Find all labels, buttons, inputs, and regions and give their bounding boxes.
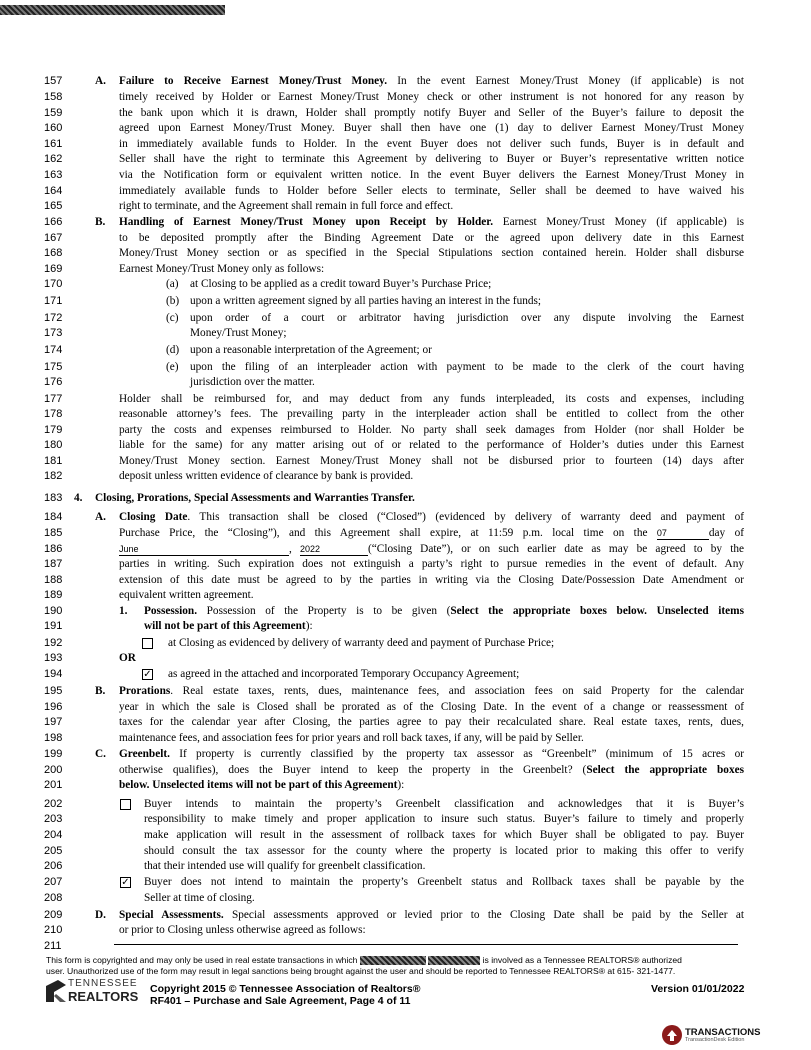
line-number: 165 (44, 200, 63, 212)
line-text (190, 360, 744, 374)
line-text (119, 908, 744, 922)
line-number: 164 (44, 185, 63, 197)
bold-text: Closing Date (119, 511, 188, 523)
line-text (190, 375, 744, 389)
line-number: 187 (44, 558, 63, 570)
text: Money/Trust Money section. Earnest Money/Trust Money shall not be disbursed prior to fourteen (14) days after (119, 455, 744, 467)
line-text (144, 844, 744, 858)
line-text (119, 542, 744, 556)
text: Buyer intends to maintain the property’s Greenbelt classification and acknowledges that it is Buyer’s (144, 798, 744, 810)
text: party the costs and expenses reimbursed to Holder. No party shall seek damages from Holder (nor shall Holder be (119, 424, 744, 436)
text: make application will result in the assessment of rollback taxes for which Buyer shall be obligated to pay. Buyer (144, 829, 744, 841)
text: ): (397, 779, 405, 791)
text: right to terminate, and the Agreement shall remain in full force and effect. (119, 200, 454, 212)
line-text (119, 573, 744, 587)
line-number: 188 (44, 574, 63, 586)
line-number: 206 (44, 860, 63, 872)
line-text (95, 491, 744, 505)
line-text (119, 923, 744, 937)
line-text (190, 311, 744, 325)
line-number: 198 (44, 732, 63, 744)
text: Purchase Price, the “Closing”), and this Agreement shall expire, at 11:59 p.m. local time on the (119, 527, 657, 539)
clause-letter: B. (95, 216, 106, 228)
line-text (119, 557, 744, 571)
transactiondesk-text: TransactionDesk Edition (685, 1037, 745, 1043)
list-marker: (b) (166, 295, 180, 307)
line-text (119, 588, 744, 602)
line-number: 191 (44, 620, 63, 632)
text: as agreed in the attached and incorporated Temporary Occupancy Agreement; (168, 668, 520, 680)
text: Money/Trust Money section or as specified in the Special Stipulations section contained herein. Holder shall disburse (119, 247, 744, 259)
line-number: 209 (44, 909, 63, 921)
text: extension of this date must be agreed to by the parties in writing via the Closing Date/Possession Date Amendment or (119, 574, 744, 586)
line-number: 158 (44, 91, 63, 103)
line-number: 166 (44, 216, 63, 228)
line-text (119, 392, 744, 406)
line-text (144, 859, 744, 873)
line-number: 159 (44, 107, 63, 119)
line-number: 182 (44, 470, 63, 482)
line-number: 193 (44, 652, 63, 664)
text: to be deposited promptly after the Binding Agreement Date or the agreed upon delivery date in this Earnest (119, 232, 744, 244)
line-number: 197 (44, 716, 63, 728)
bold-text: Select the appropriate boxes below. Unselected items (450, 605, 744, 617)
line-number: 171 (44, 295, 63, 307)
line-text (119, 763, 744, 777)
line-text (190, 343, 744, 357)
line-text (119, 199, 744, 213)
logo-realtors-text: REALTORS (68, 989, 139, 1004)
clause-letter: B. (95, 685, 106, 697)
line-number: 181 (44, 455, 63, 467)
text: that their intended use will qualify for greenbelt classification. (144, 860, 426, 872)
text: ): (305, 620, 313, 632)
text: Money/Trust Money; (190, 327, 287, 339)
line-text (119, 454, 744, 468)
line-text (119, 90, 744, 104)
footer-rule (114, 944, 738, 945)
line-text (119, 684, 744, 698)
copyright: Copyright 2015 © Tennessee Association of Realtors® (150, 983, 421, 995)
text: should consult the tax assessor for the county where the property is located prior to making this offer to verify (144, 845, 744, 857)
bold-text: Possession. (144, 605, 198, 617)
text: equivalent written agreement. (119, 589, 254, 601)
list-marker: (a) (166, 278, 179, 290)
transactions-arrow-icon (662, 1025, 682, 1045)
line-number: 201 (44, 779, 63, 791)
line-number: 189 (44, 589, 63, 601)
line-number: 163 (44, 169, 63, 181)
line-text (144, 797, 744, 811)
line-number: 207 (44, 876, 63, 888)
fill-in-field[interactable]: 07 (657, 528, 709, 540)
line-text (119, 121, 744, 135)
line-number: 194 (44, 668, 63, 680)
text: maintenance fees, and association fees for prior years and roll back taxes, if any, will be paid by Seller. (119, 732, 584, 744)
clause-letter: A. (95, 75, 106, 87)
text: timely received by Holder or Earnest Money/Trust Money check or other instrument is not honored for any reason by (119, 91, 744, 103)
line-number: 192 (44, 637, 63, 649)
line-text (119, 438, 744, 452)
fill-in-field[interactable]: 2022 (300, 544, 368, 556)
realtors-r-icon (46, 980, 66, 1002)
line-text (190, 294, 744, 308)
text: agreed upon Earnest Money/Trust Money. Buyer shall then have one (1) day to deliver Earnest Money/Trust Money (119, 122, 744, 134)
footer-notice-line2: user. Unauthorized use of the form may result in legal sanctions being brought against the user and should be reported to Tennessee REALTORS® at 615- 321-1477. (46, 966, 676, 976)
line-number: 175 (44, 361, 63, 373)
checked-checkbox[interactable]: ✓ (121, 877, 130, 888)
text: responsibility to make timely and proper application to insure such status. Buyer’s failure to timely and properly (144, 813, 744, 825)
line-number: 162 (44, 153, 63, 165)
text: Seller shall have the right to terminate this Agreement by delivering to Buyer or Buyer’s representative written notice (119, 153, 744, 165)
line-number: 203 (44, 813, 63, 825)
line-number: 185 (44, 527, 63, 539)
text: . This transaction shall be closed (“Closed”) (evidenced by delivery of warranty deed and payment of (187, 511, 744, 523)
line-number: 195 (44, 685, 63, 697)
list-marker: (c) (166, 312, 179, 324)
text: or prior to Closing unless otherwise agreed as follows: (119, 924, 366, 936)
text: In the event Earnest Money/Trust Money (if applicable) is not (387, 75, 744, 87)
line-text (144, 604, 744, 618)
text: Special assessments approved or levied prior to the Closing Date shall be paid by the Seller at (223, 909, 745, 921)
form-version: Version 01/01/2022 (651, 983, 745, 995)
line-text (119, 262, 744, 276)
bold-text: Special Assessments. (119, 909, 224, 921)
text: , (289, 543, 301, 555)
line-text (119, 747, 744, 761)
line-text (144, 875, 744, 889)
text: via the Notification form or equivalent written notice. In the event Buyer delivers the Earnest Money/Trust Money in (119, 169, 744, 181)
line-text (190, 277, 744, 291)
line-text (168, 667, 744, 681)
line-text (119, 184, 744, 198)
text: reasonable attorney’s fees. The prevailing party in the interpleader action shall be entitled to collect from the other (119, 408, 744, 420)
text: deposit unless written evidence of clearance by bank is provided. (119, 470, 414, 482)
line-number: 169 (44, 263, 63, 275)
text: Buyer does not intend to maintain the property’s Greenbelt status and Rollback taxes shall be payable by the (144, 876, 744, 888)
line-number: 180 (44, 439, 63, 451)
line-text (119, 715, 744, 729)
bold-text: Failure to Receive Earnest Money/Trust Money. (119, 75, 388, 87)
line-number: 160 (44, 122, 63, 134)
line-number: 186 (44, 543, 63, 555)
line-text (119, 215, 744, 229)
text: jurisdiction over the matter. (190, 376, 315, 388)
line-number: 200 (44, 764, 63, 776)
footer-notice-line1: This form is copyrighted and may only be used in real estate transactions in which is involved as a Tennessee REALTORS® authorized (46, 955, 682, 965)
line-number: 177 (44, 393, 63, 405)
line-number: 208 (44, 892, 63, 904)
logo-tennessee-text: TENNESSEE (68, 978, 138, 989)
line-number: 179 (44, 424, 63, 436)
line-text (144, 619, 744, 633)
text: Earnest Money/Trust Money only as follows: (119, 263, 325, 275)
line-number: 205 (44, 845, 63, 857)
line-number: 168 (44, 247, 63, 259)
line-number: 167 (44, 232, 63, 244)
bold-text: Select the appropriate boxes (586, 764, 744, 776)
text: at Closing as evidenced by delivery of warranty deed and payment of Purchase Price; (168, 637, 555, 649)
line-text (119, 168, 744, 182)
text: taxes for the calendar year after Closing, the parties agree to pay their recalculated share. Real estate taxes, rents, dues, (119, 716, 744, 728)
line-number: 178 (44, 408, 63, 420)
clause-letter: A. (95, 511, 106, 523)
clause-letter: D. (95, 909, 106, 921)
unchecked-checkbox[interactable] (120, 799, 131, 810)
bold-text: will not be part of this Agreement (144, 620, 306, 632)
text: day of (708, 527, 745, 539)
line-text (119, 731, 744, 745)
redacted-name (360, 956, 426, 965)
text: (“Closing Date”), or on such earlier date as may be agreed to by the (368, 543, 745, 555)
fill-in-field[interactable]: June (119, 544, 289, 556)
line-number: 199 (44, 748, 63, 760)
redacted-header (0, 5, 225, 15)
line-text (119, 700, 744, 714)
line-number: 190 (44, 605, 63, 617)
transactions-text: TRANSACTIONS (685, 1027, 761, 1038)
line-text (119, 246, 744, 260)
line-text (119, 651, 744, 665)
text: If property is currently classified by the property tax assessor as “Greenbelt” (minimum of 15 acres or (169, 748, 744, 760)
checked-checkbox[interactable]: ✓ (143, 669, 152, 680)
line-text (119, 407, 744, 421)
line-text (119, 469, 744, 483)
line-text (168, 636, 744, 650)
text: upon order of a court or arbitrator having jurisdiction over any dispute involving the Earnest (190, 312, 744, 324)
text: Possession of the Property is to be given ( (197, 605, 451, 617)
bold-text: Greenbelt. (119, 748, 170, 760)
text: Earnest Money/Trust Money (if applicable) is (493, 216, 745, 228)
redacted-name-2 (428, 956, 480, 965)
text: the bank upon which it is drawn, Holder shall promptly notify Buyer and Seller of the Buyer’s failure to deposit the (119, 107, 744, 119)
text: immediately available funds to Holder before Seller elects to terminate, Seller shall be deemed to have waived his (119, 185, 744, 197)
text: parties in writing. Such expiration does not extinguish a party’s right to pursue remedies in the event of default. Any (119, 558, 744, 570)
form-title: RF401 – Purchase and Sale Agreement, Page 4 of 11 (150, 995, 411, 1007)
subclause-number: 1. (119, 605, 128, 617)
text: liable for the same) for any matter arising out of or related to the performance of Holder’s duties under this Earnest (119, 439, 744, 451)
line-text (119, 526, 744, 540)
line-number: 204 (44, 829, 63, 841)
line-text (119, 231, 744, 245)
text: upon a written agreement signed by all parties having an interest in the funds; (190, 295, 542, 307)
line-text (119, 510, 744, 524)
line-number: 183 (44, 492, 63, 504)
bold-text: below. Unselected items will not be part of this Agreement (119, 779, 398, 791)
text: otherwise qualifies), does the Buyer intend to keep the property in the Greenbelt? ( (119, 764, 587, 776)
line-number: 211 (44, 940, 62, 952)
line-text (190, 326, 744, 340)
bold-text: Closing, Prorations, Special Assessments and Warranties Transfer. (95, 492, 415, 504)
text: upon a reasonable interpretation of the Agreement; or (190, 344, 432, 356)
line-text (144, 828, 744, 842)
text: Holder shall be reimbursed for, and may deduct from any funds interpleaded, its costs and expenses, including (119, 393, 744, 405)
text: in immediately available funds to Holder. In the event Buyer does not deliver such funds, Buyer is in default and (119, 138, 744, 150)
clause-letter: C. (95, 748, 106, 760)
unchecked-checkbox[interactable] (142, 638, 153, 649)
line-number: 173 (44, 327, 63, 339)
list-marker: (e) (166, 361, 179, 373)
line-number: 176 (44, 376, 63, 388)
line-text (119, 106, 744, 120)
line-number: 157 (44, 75, 63, 87)
text: upon the filing of an interpleader action with payment to be made to the clerk of the court having (190, 361, 744, 373)
bold-text: Handling of Earnest Money/Trust Money upon Receipt by Holder. (119, 216, 494, 228)
bold-text: Prorations (119, 685, 171, 697)
line-number: 161 (44, 138, 63, 150)
text: Seller at time of closing. (144, 892, 255, 904)
line-number: 210 (44, 924, 63, 936)
line-text (119, 152, 744, 166)
text: at Closing to be applied as a credit toward Buyer’s Purchase Price; (190, 278, 492, 290)
line-text (119, 74, 744, 88)
line-number: 196 (44, 701, 63, 713)
line-number: 184 (44, 511, 63, 523)
bold-text: OR (119, 652, 136, 664)
line-text (119, 778, 744, 792)
line-text (144, 812, 744, 826)
text: year in which the sale is Closed shall be prorated as of the Closing Date. In the event of a change or reassessment of (119, 701, 744, 713)
line-number: 172 (44, 312, 63, 324)
text: . Real estate taxes, rents, dues, maintenance fees, and association fees on said Property for the calendar (170, 685, 744, 697)
section-number: 4. (74, 492, 83, 504)
line-number: 202 (44, 798, 63, 810)
line-text (144, 891, 744, 905)
line-number: 174 (44, 344, 63, 356)
line-number: 170 (44, 278, 63, 290)
line-text (119, 423, 744, 437)
line-text (119, 137, 744, 151)
list-marker: (d) (166, 344, 180, 356)
